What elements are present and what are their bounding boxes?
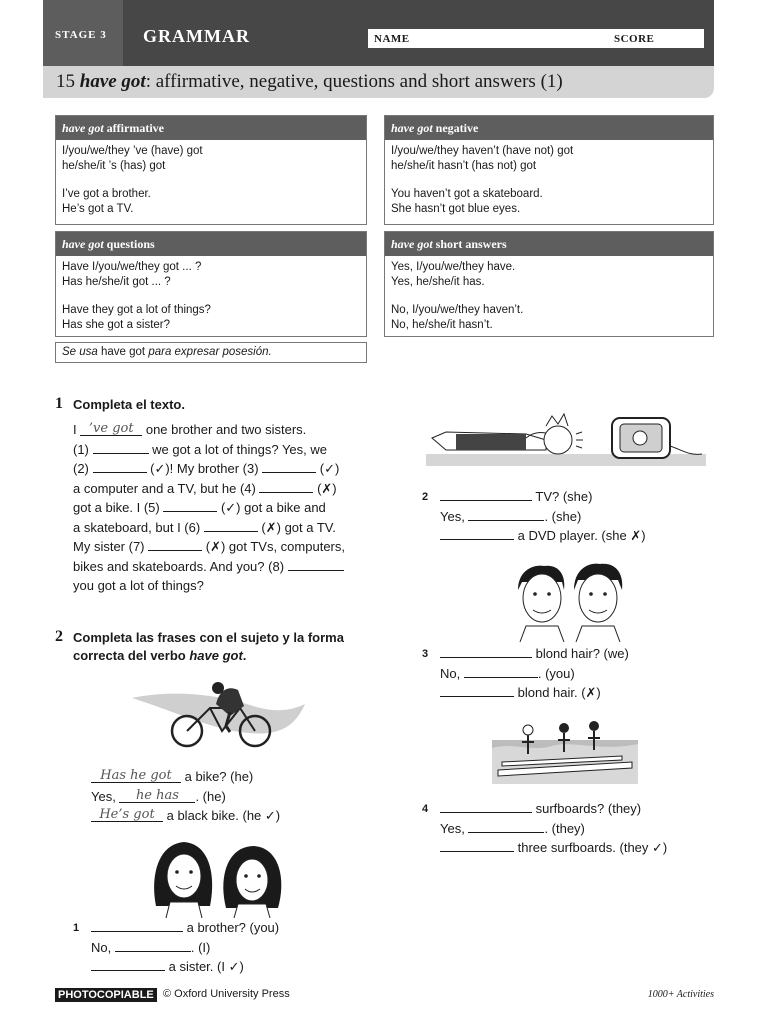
answer-blank-6[interactable] bbox=[204, 519, 258, 532]
box-head: have got affirmative bbox=[56, 116, 366, 140]
stage-label: STAGE 3 bbox=[55, 29, 107, 41]
name-score-box bbox=[368, 29, 704, 48]
box-body: Yes, I/you/we/they have. Yes, he/she/it has. No, I/you/we/they haven’t. No, he/she/it hasn’t. bbox=[391, 261, 524, 331]
answer-blank-4[interactable] bbox=[259, 480, 313, 493]
item-3-blank-c[interactable] bbox=[440, 684, 514, 697]
item-4-blank-c[interactable] bbox=[440, 839, 514, 852]
section-title: GRAMMAR bbox=[143, 26, 250, 46]
answer-blank-7[interactable] bbox=[148, 538, 202, 551]
copyright: © Oxford University Press bbox=[163, 988, 290, 1000]
answer-blank-1[interactable] bbox=[93, 441, 149, 454]
example-answer-3: He’s got bbox=[91, 808, 163, 822]
exercise-2-item-1: a brother? (you) No, . (I) a sister. (I ✓) bbox=[91, 920, 280, 974]
example-answer: ’ve got bbox=[80, 422, 142, 436]
surfers-illustration bbox=[492, 718, 638, 784]
exercise-2-item-4: surfboards? (they) Yes, . (they) three surfboards. (they ✓) bbox=[440, 801, 668, 855]
item-3-blank-a[interactable] bbox=[440, 645, 532, 658]
item-4-blank-a[interactable] bbox=[440, 800, 532, 813]
item-2-blank-c[interactable] bbox=[440, 527, 514, 540]
usage-note: Se usa have got para expresar posesión. bbox=[55, 342, 367, 363]
box-affirmative bbox=[55, 115, 367, 225]
item-4-number: 4 bbox=[422, 803, 429, 815]
two-girls-illustration bbox=[148, 836, 288, 918]
box-questions bbox=[55, 231, 367, 337]
item-1-blank-b[interactable] bbox=[115, 939, 191, 952]
example-answer-2: he has bbox=[119, 789, 195, 803]
page-header bbox=[43, 0, 714, 66]
two-boys-illustration bbox=[512, 560, 628, 642]
ex1-line: I ’ve got one brother and two sisters. bbox=[73, 421, 307, 437]
item-1-blank-c[interactable] bbox=[91, 958, 165, 971]
box-negative bbox=[384, 115, 714, 225]
item-1-blank-a[interactable] bbox=[91, 919, 183, 932]
title-bar bbox=[43, 66, 714, 98]
box-body: I/you/we/they haven’t (have not) got he/she/it hasn’t (has not) got You haven’t got a skateboard. She hasn’t got blue eyes. bbox=[391, 145, 574, 215]
exercise-2-number: 2 bbox=[55, 628, 63, 645]
exercise-2-example: Has he got a bike? (he) Yes, he has . (he) He’s got a black bike. (he ✓) bbox=[91, 768, 281, 823]
answer-blank-5[interactable] bbox=[163, 499, 217, 512]
name-label: NAME bbox=[374, 33, 410, 45]
ex1-line: My sister (7) (✗) got TVs, computers, bbox=[73, 539, 345, 554]
ex1-line: you got a lot of things? bbox=[73, 578, 204, 593]
ex1-line: got a bike. I (5) (✓) got a bike and bbox=[73, 500, 326, 515]
exercise-2-item-3: blond hair? (we) No, . (you) blond hair. (✗) bbox=[440, 646, 629, 700]
title-rest: : affirmative, negative, questions and short answers (1) bbox=[145, 71, 563, 92]
exercise-1-instruction: Completa el texto. bbox=[73, 397, 185, 412]
ex1-line: a computer and a TV, but he (4) (✗) bbox=[73, 480, 337, 496]
cyclist-illustration bbox=[130, 676, 310, 750]
title-number: 15 bbox=[56, 71, 75, 92]
ex1-line: a skateboard, but I (6) (✗) got a TV. bbox=[73, 519, 336, 535]
box-head: have got questions bbox=[56, 232, 366, 256]
page-title bbox=[56, 71, 563, 93]
box-body: I/you/we/they ’ve (have) got he/she/it ’s (has) got I’ve got a brother. He’s got a TV. bbox=[62, 145, 203, 215]
box-head: have got negative bbox=[385, 116, 713, 140]
ex1-line: bikes and skateboards. And you? (8) bbox=[73, 557, 345, 577]
item-2-number: 2 bbox=[422, 491, 429, 503]
series-name: 1000+ Activities bbox=[647, 989, 714, 1000]
exercise-1-number: 1 bbox=[55, 395, 63, 412]
exercise-1-text bbox=[73, 420, 345, 596]
example-answer-1: Has he got bbox=[91, 769, 181, 783]
ex1-line: (1) we got a lot of things? Yes, we bbox=[73, 441, 328, 457]
answer-blank-8[interactable] bbox=[288, 558, 344, 571]
ex1-line: (2) (✓)! My brother (3) (✓) bbox=[73, 461, 340, 476]
item-2-blank-b[interactable] bbox=[468, 508, 544, 521]
boy-watching-tv-illustration bbox=[426, 410, 706, 466]
exercise-2-item-2: TV? (she) Yes, . (she) a DVD player. (she ✗) bbox=[440, 489, 646, 543]
item-3-blank-b[interactable] bbox=[464, 665, 538, 678]
exercise-2-instruction: Completa las frases con el sujeto y la forma correcta del verbo have got. bbox=[73, 630, 344, 663]
item-3-number: 3 bbox=[422, 648, 429, 660]
item-1-number: 1 bbox=[73, 922, 80, 934]
box-head: have got short answers bbox=[385, 232, 713, 256]
box-body: Have I/you/we/they got ... ? Has he/she/it got ... ? Have they got a lot of things? Has she got a sister? bbox=[62, 261, 211, 331]
item-2-blank-a[interactable] bbox=[440, 488, 532, 501]
item-4-blank-b[interactable] bbox=[468, 820, 544, 833]
answer-blank-3[interactable] bbox=[262, 460, 316, 473]
photocopiable-badge: PHOTOCOPIABLE bbox=[55, 988, 157, 1002]
title-italic: have got bbox=[79, 71, 146, 92]
box-short-answers bbox=[384, 231, 714, 337]
stage-box bbox=[43, 0, 123, 66]
answer-blank-2[interactable] bbox=[93, 460, 147, 473]
score-label: SCORE bbox=[614, 33, 655, 45]
